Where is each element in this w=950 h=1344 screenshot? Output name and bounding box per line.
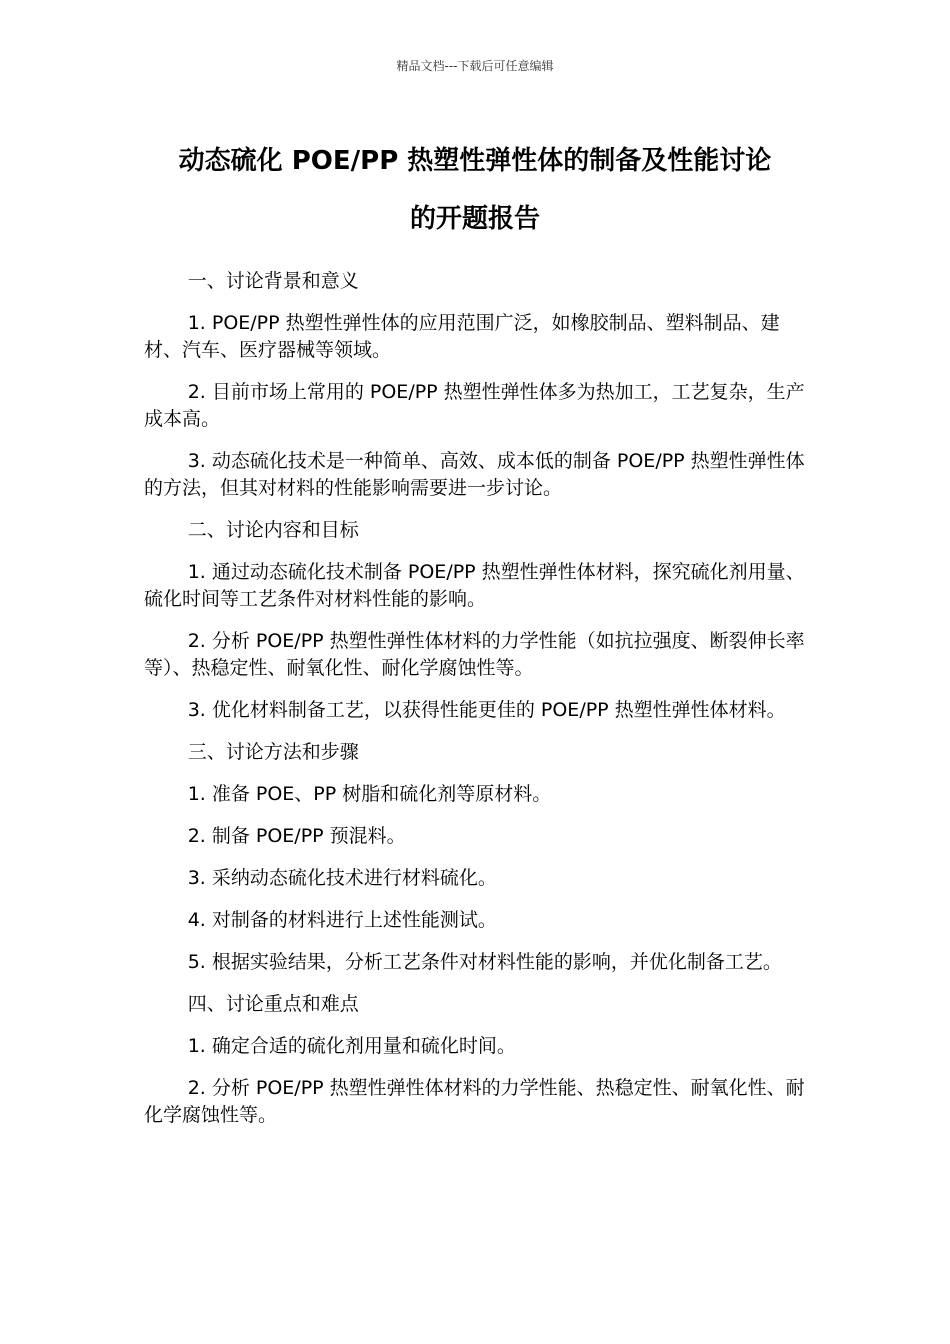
paragraph: 3. 优化材料制备工艺，以获得性能更佳的 POE/PP 热塑性弹性体材料。 [187, 699, 786, 721]
title-line-2: 的开题报告 [409, 204, 540, 234]
document-body [144, 268, 806, 1144]
paragraph: 1. 准备 POE、PP 树脂和硫化剂等原材料。 [187, 783, 552, 805]
paragraph: 1. 通过动态硫化技术制备 POE/PP 热塑性弹性体材料，探究硫化剂用量、硫化时间等工艺条件对材料性能的影响。 [144, 561, 805, 610]
paragraph: 2. 分析 POE/PP 热塑性弹性体材料的力学性能（如抗拉强度、断裂伸长率等）、热稳定性、耐氧化性、耐化学腐蚀性等。 [144, 630, 805, 679]
paragraph: 1. 确定合适的硫化剂用量和硫化时间。 [187, 1035, 516, 1057]
section-heading-background: 一、讨论背景和意义 [187, 270, 359, 292]
paragraph: 2. 分析 POE/PP 热塑性弹性体材料的力学性能、热稳定性、耐氧化性、耐化学腐蚀性等。 [144, 1077, 805, 1126]
section-heading-methods: 三、讨论方法和步骤 [187, 741, 359, 763]
paragraph: 4. 对制备的材料进行上述性能测试。 [187, 909, 497, 931]
section-heading-content: 二、讨论内容和目标 [187, 519, 359, 541]
paragraph: 1. POE/PP 热塑性弹性体的应用范围广泛，如橡胶制品、塑料制品、建材、汽车、医疗器械等领域。 [144, 312, 780, 361]
paragraph: 2. 目前市场上常用的 POE/PP 热塑性弹性体多为热加工，工艺复杂，生产成本高。 [144, 381, 805, 430]
paragraph: 5. 根据实验结果，分析工艺条件对材料性能的影响，并优化制备工艺。 [187, 951, 782, 973]
document-title [130, 132, 820, 248]
header-note: 精品文档---下载后可任意编辑 [396, 59, 554, 73]
paragraph: 2. 制备 POE/PP 预混料。 [187, 825, 406, 847]
paragraph: 3. 采纳动态硫化技术进行材料硫化。 [187, 867, 497, 889]
section-heading-key-points: 四、讨论重点和难点 [187, 993, 359, 1015]
paragraph: 3. 动态硫化技术是一种简单、高效、成本低的制备 POE/PP 热塑性弹性体的方法，但其对材料的性能影响需要进一步讨论。 [144, 450, 805, 499]
title-line-1: 动态硫化 POE/PP 热塑性弹性体的制备及性能讨论 [178, 146, 772, 176]
